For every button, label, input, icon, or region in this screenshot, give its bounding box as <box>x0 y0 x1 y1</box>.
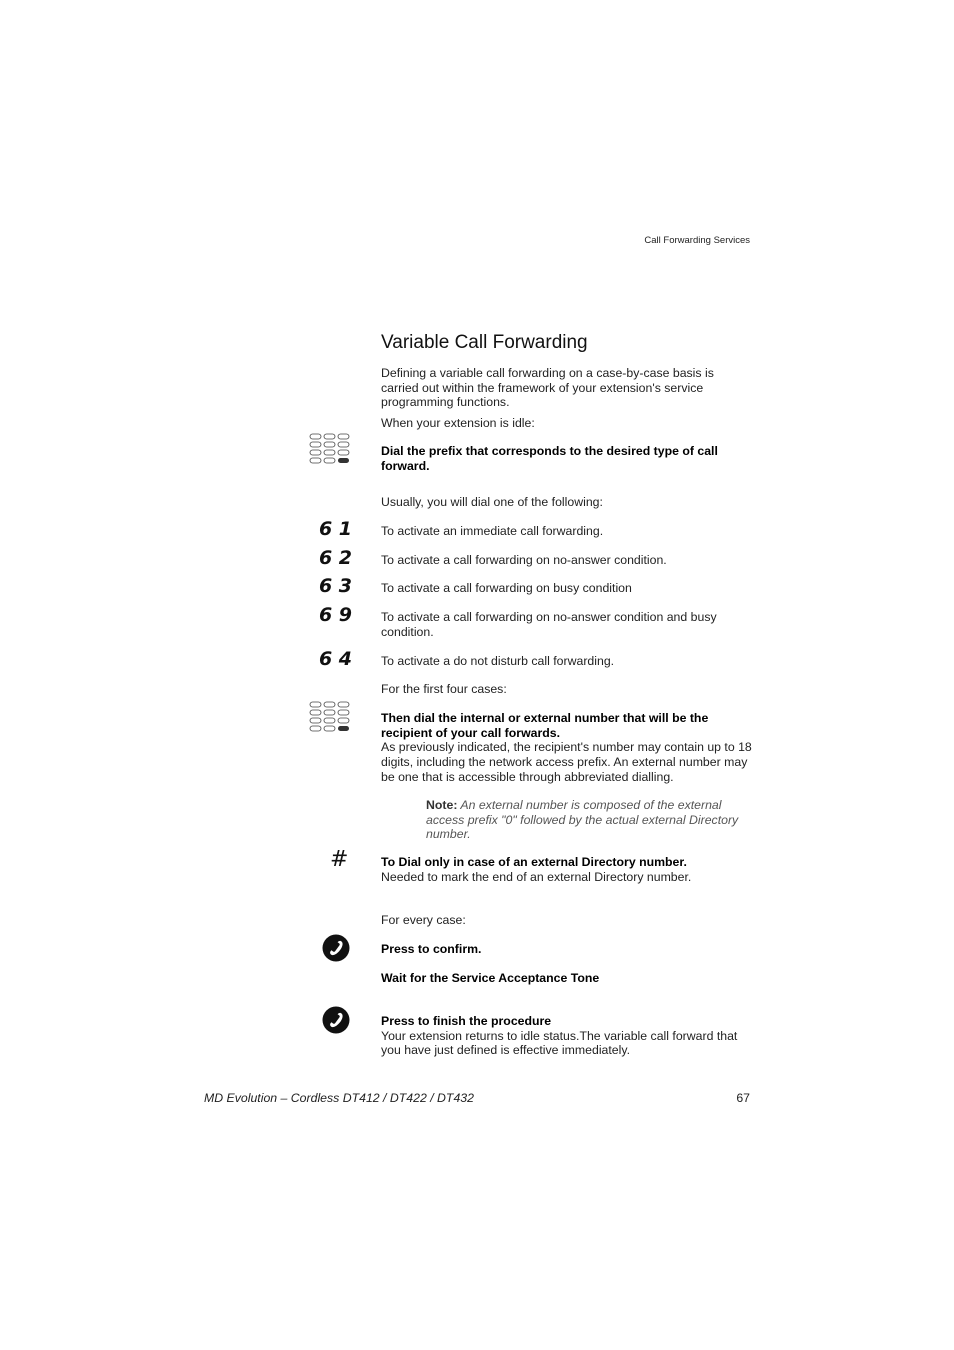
note-label: Note: <box>426 798 458 812</box>
running-header: Call Forwarding Services <box>644 235 750 246</box>
step-hash-text: Needed to mark the end of an external Directory number. <box>381 869 692 884</box>
hash-key-icon: # <box>330 847 349 872</box>
step-dial-number <box>381 711 753 785</box>
page-title: Variable Call Forwarding <box>381 332 588 353</box>
page-number: 67 <box>736 1091 750 1105</box>
code-62-text: To activate a call forwarding on no-answer condition. <box>381 553 667 567</box>
step-confirm: Press to confirm. <box>381 942 482 956</box>
code-69: 6 9 <box>318 604 352 626</box>
code-62: 6 2 <box>318 547 352 569</box>
code-64-text: To activate a do not disturb call forwarding. <box>381 654 615 668</box>
note-box <box>426 798 756 842</box>
code-63: 6 3 <box>318 575 352 597</box>
step-hash <box>381 855 753 884</box>
step-finish <box>381 1014 753 1058</box>
phone-handset-icon <box>322 934 350 962</box>
intro-paragraph: Defining a variable call forwarding on a case-by-case basis is carried out within the framework of your extension's service programming functions. <box>381 366 714 410</box>
keypad-icon <box>309 701 351 735</box>
keypad-icon <box>309 433 351 467</box>
first-four-text: For the first four cases: <box>381 682 507 696</box>
step-dial-number-text: As previously indicated, the recipient's number may contain up to 18 digits, including the network access prefix. An external number may be one that is accessible through abbreviated dialling. <box>381 740 752 784</box>
code-61-text: To activate an immediate call forwarding. <box>381 524 604 538</box>
step-dial-prefix: Dial the prefix that corresponds to the desired type of call forward. <box>381 444 718 473</box>
step-finish-title: Press to finish the procedure <box>381 1014 552 1028</box>
code-69-text: To activate a call forwarding on no-answer condition and busy condition. <box>381 610 717 639</box>
note-text: An external number is composed of the external access prefix "0" followed by the actual external Directory number. <box>426 798 739 842</box>
code-61: 6 1 <box>318 518 352 540</box>
step-dial-number-title: Then dial the internal or external number that will be the recipient of your call forwards. <box>381 711 709 740</box>
step-finish-text: Your extension returns to idle status.The variable call forward that you have just defined is effective immediately. <box>381 1028 738 1058</box>
step-hash-title: To Dial only in case of an external Directory number. <box>381 855 687 869</box>
code-63-text: To activate a call forwarding on busy condition <box>381 581 632 595</box>
every-case-text: For every case: <box>381 913 466 927</box>
step-wait: Wait for the Service Acceptance Tone <box>381 971 600 985</box>
when-idle-text: When your extension is idle: <box>381 416 535 430</box>
phone-handset-icon <box>322 1006 350 1034</box>
code-64: 6 4 <box>318 648 352 670</box>
usually-text: Usually, you will dial one of the following: <box>381 495 603 509</box>
footer-product: MD Evolution – Cordless DT412 / DT422 / DT432 <box>204 1091 474 1105</box>
